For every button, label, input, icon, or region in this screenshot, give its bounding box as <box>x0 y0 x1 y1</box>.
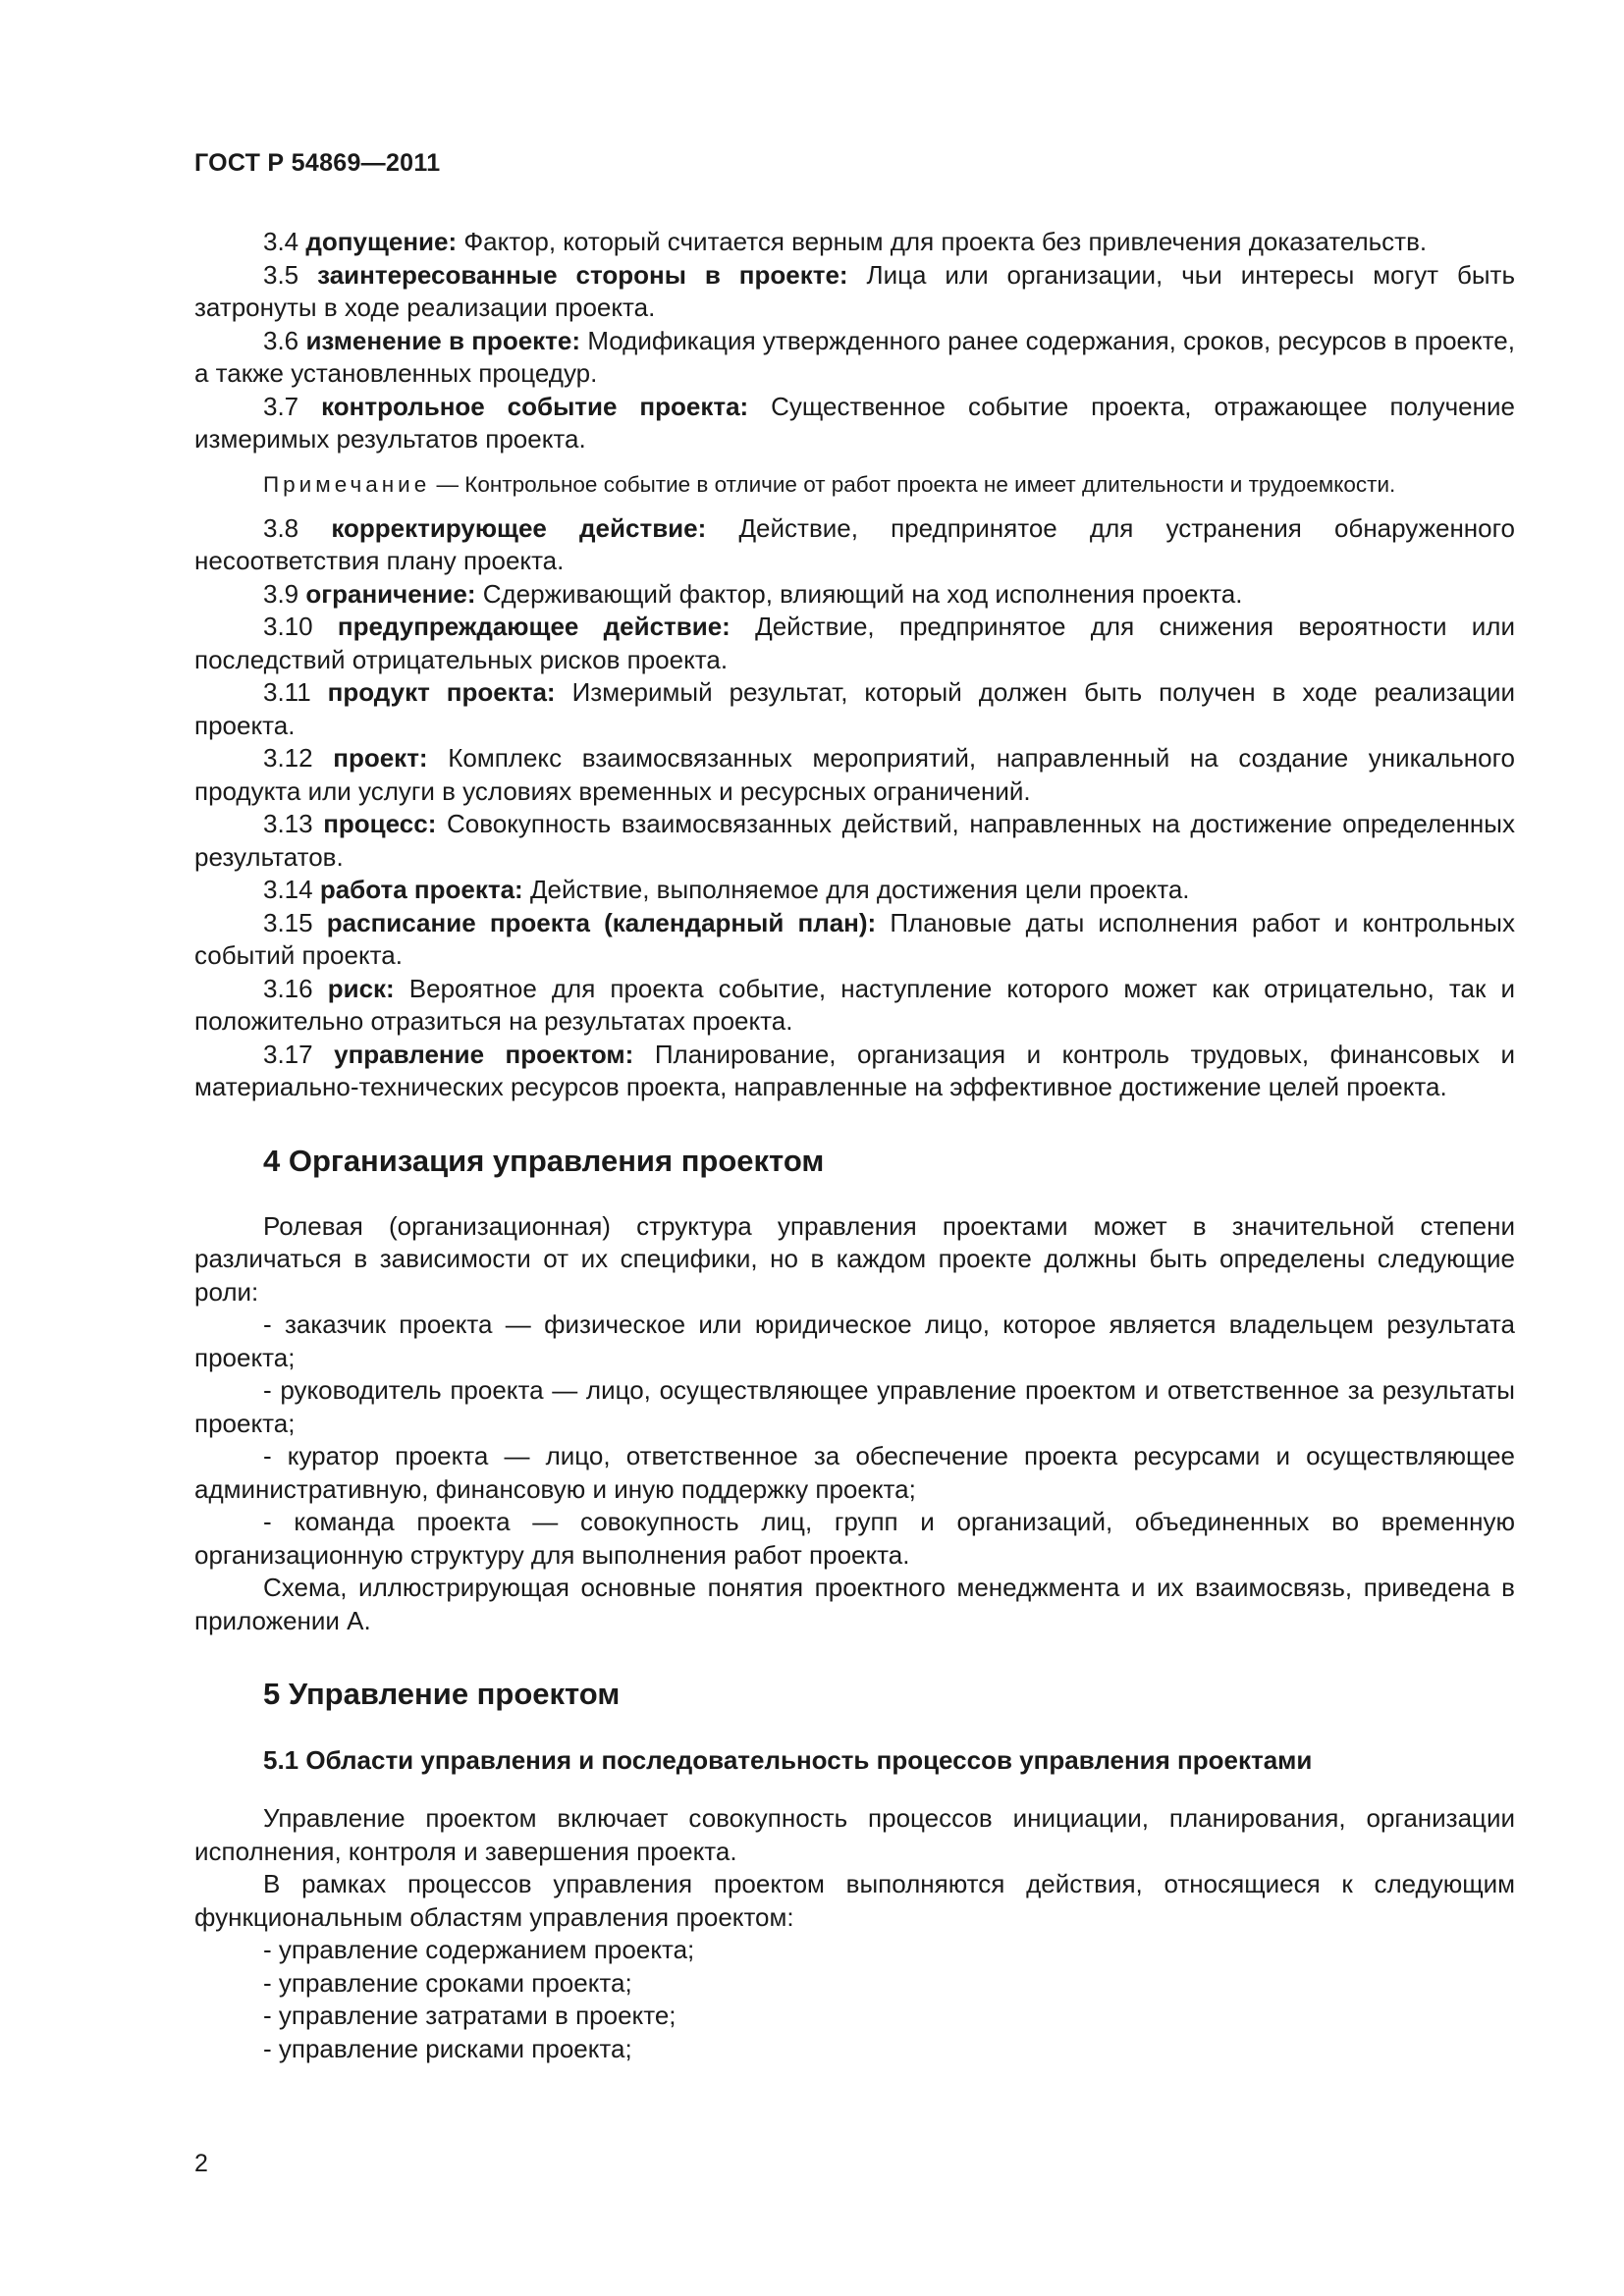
term-entry: 3.4 допущение: Фактор, который считается верным для проекта без привлечения доказательств. <box>263 227 1428 256</box>
term-name: изменение в проекте: <box>305 325 581 355</box>
term-entry: 3.17 управление проектом: Планирование, организация и контроль трудовых, финансовых и материально-технических ресурсов проекта, направленные на эффективное достижение целей проекта. <box>194 1039 1515 1101</box>
role-item: - команда проекта — совокупность лиц, групп и организаций, объединенных во временную организационную структуру для выполнения работ проекта. <box>194 1507 1515 1570</box>
term-definition: Планирование, организация и контроль трудовых, финансовых и материально-технических ресурсов проекта, направленные на эффективное достижение целей проекта. <box>194 1039 1515 1101</box>
term-entry: 3.6 изменение в проекте: Модификация утвержденного ранее содержания, сроков, ресурсов в проекте, а также установленных процедур. <box>194 325 1515 388</box>
term-entry: 3.14 работа проекта: Действие, выполняемое для достижения цели проекта. <box>263 875 1190 904</box>
term-definition: Лица или организации, чьи интересы могут быть затронуты в ходе реализации проекта. <box>194 259 1515 322</box>
term-entry: 3.10 предупреждающее действие: Действие, предпринятое для снижения вероятности или последствий отрицательных рисков проекта. <box>194 612 1515 674</box>
terms-list-b <box>194 512 1515 1104</box>
term-entry: 3.16 риск: Вероятное для проекта событие, наступление которого может как отрицательно, так и положительно отразиться на результатах проекта. <box>194 973 1515 1036</box>
term-definition: Вероятное для проекта событие, наступление которого может как отрицательно, так и положительно отразиться на результатах проекта. <box>194 973 1515 1036</box>
section-4-heading: 4 Организация управления проектом <box>263 1143 825 1178</box>
term-definition: Плановые даты исполнения работ и контрольных событий проекта. <box>194 907 1515 970</box>
term-name: риск: <box>327 973 395 1003</box>
term-entry: 3.5 заинтересованные стороны в проекте: Лица или организации, чьи интересы могут быть затронуты в ходе реализации проекта. <box>194 259 1515 322</box>
role-item: - заказчик проекта — физическое или юридическое лицо, которое является владельцем результата проекта; <box>194 1309 1515 1372</box>
document-content <box>194 226 1515 2065</box>
term-name: ограничение: <box>305 578 476 609</box>
area-item: - управление содержанием проекта; <box>263 1935 695 1964</box>
term-name: предупреждающее действие: <box>337 612 731 641</box>
term-name: управление проектом: <box>334 1039 634 1069</box>
scheme-reference: Схема, иллюстрирующая основные понятия проектного менеджмента и их взаимосвязь, приведена в приложении А. <box>194 1573 1515 1635</box>
term-definition: Модификация утвержденного ранее содержания, сроков, ресурсов в проекте, а также установленных процедур. <box>194 325 1515 388</box>
term-name: работа проекта: <box>319 875 523 904</box>
term-name: заинтересованные стороны в проекте: <box>317 259 848 290</box>
term-name: допущение: <box>305 227 458 256</box>
page-number: 2 <box>194 2150 208 2177</box>
term-definition: Фактор, который считается верным для проекта без привлечения доказательств. <box>463 227 1428 256</box>
area-item: - управление сроками проекта; <box>263 1967 632 1998</box>
term-name: расписание проекта (календарный план): <box>326 907 877 937</box>
term-entry: 3.9 ограничение: Сдерживающий фактор, влияющий на ход исполнения проекта. <box>263 578 1243 609</box>
document-header: ГОСТ Р 54869—2011 <box>194 149 441 177</box>
term-name: контрольное событие проекта: <box>321 391 749 421</box>
term-definition: Измеримый результат, который должен быть получен в ходе реализации проекта. <box>194 677 1515 740</box>
section-5-heading: 5 Управление проектом <box>263 1677 621 1711</box>
section-5-paragraph: Управление проектом включает совокупность процессов инициации, планирования, организации исполнения, контроля и завершения проекта. <box>194 1803 1515 1866</box>
term-definition: Совокупность взаимосвязанных действий, направленных на достижение определенных результатов. <box>194 809 1515 872</box>
note-label: Примечание <box>263 471 431 497</box>
term-definition: Действие, предпринятое для снижения вероятности или последствий отрицательных рисков проекта. <box>194 612 1515 674</box>
term-definition: Действие, выполняемое для достижения цели проекта. <box>529 875 1190 904</box>
role-item: - руководитель проекта — лицо, осуществляющее управление проектом и ответственное за результаты проекта; <box>194 1375 1515 1438</box>
note-text: — Контрольное событие в отличие от работ проекта не имеет длительности и трудоемкости. <box>436 471 1396 497</box>
term-entry: 3.7 контрольное событие проекта: Существенное событие проекта, отражающее получение измеримых результатов проекта. <box>194 391 1515 454</box>
term-name: проект: <box>333 743 428 773</box>
section-4-intro: Ролевая (организационная) структура управления проектами может в значительной степени различаться в зависимости от их специфики, но в каждом проекте должны быть определены следующие роли: <box>194 1210 1515 1307</box>
term-entry: 3.13 процесс: Совокупность взаимосвязанных действий, направленных на достижение определенных результатов. <box>194 809 1515 872</box>
term-definition: Существенное событие проекта, отражающее получение измеримых результатов проекта. <box>194 391 1515 454</box>
role-item: - куратор проекта — лицо, ответственное за обеспечение проекта ресурсами и осуществляющее административную, финансовую и иную поддержку проекта; <box>194 1441 1515 1504</box>
note <box>194 468 1515 501</box>
term-name: процесс: <box>323 809 437 838</box>
term-definition: Действие, предпринятое для устранения обнаруженного несоответствия плану проекта. <box>194 512 1516 575</box>
term-name: продукт проекта: <box>327 677 556 707</box>
term-entry: 3.15 расписание проекта (календарный план): Плановые даты исполнения работ и контрольных событий проекта. <box>194 907 1515 970</box>
terms-list-a <box>194 226 1515 456</box>
area-item: - управление затратами в проекте; <box>263 2001 677 2030</box>
term-definition: Сдерживающий фактор, влияющий на ход исполнения проекта. <box>482 578 1243 609</box>
area-item: - управление рисками проекта; <box>263 2033 632 2063</box>
section-5-1-heading: 5.1 Области управления и последовательность процессов управления проектами <box>263 1745 1313 1775</box>
term-entry: 3.8 корректирующее действие: Действие, предпринятое для устранения обнаруженного несоответствия плану проекта. <box>194 512 1516 575</box>
term-name: корректирующее действие: <box>331 512 707 543</box>
term-entry: 3.12 проект: Комплекс взаимосвязанных мероприятий, направленный на создание уникального продукта или услуги в условиях временных и ресурсных ограничений. <box>194 743 1515 806</box>
term-definition: Комплекс взаимосвязанных мероприятий, направленный на создание уникального продукта или услуги в условиях временных и ресурсных ограничений. <box>194 743 1515 806</box>
section-5-paragraph: В рамках процессов управления проектом выполняются действия, относящиеся к следующим функциональным областям управления проектом: <box>194 1869 1515 1932</box>
term-entry: 3.11 продукт проекта: Измеримый результат, который должен быть получен в ходе реализации проекта. <box>194 677 1515 740</box>
